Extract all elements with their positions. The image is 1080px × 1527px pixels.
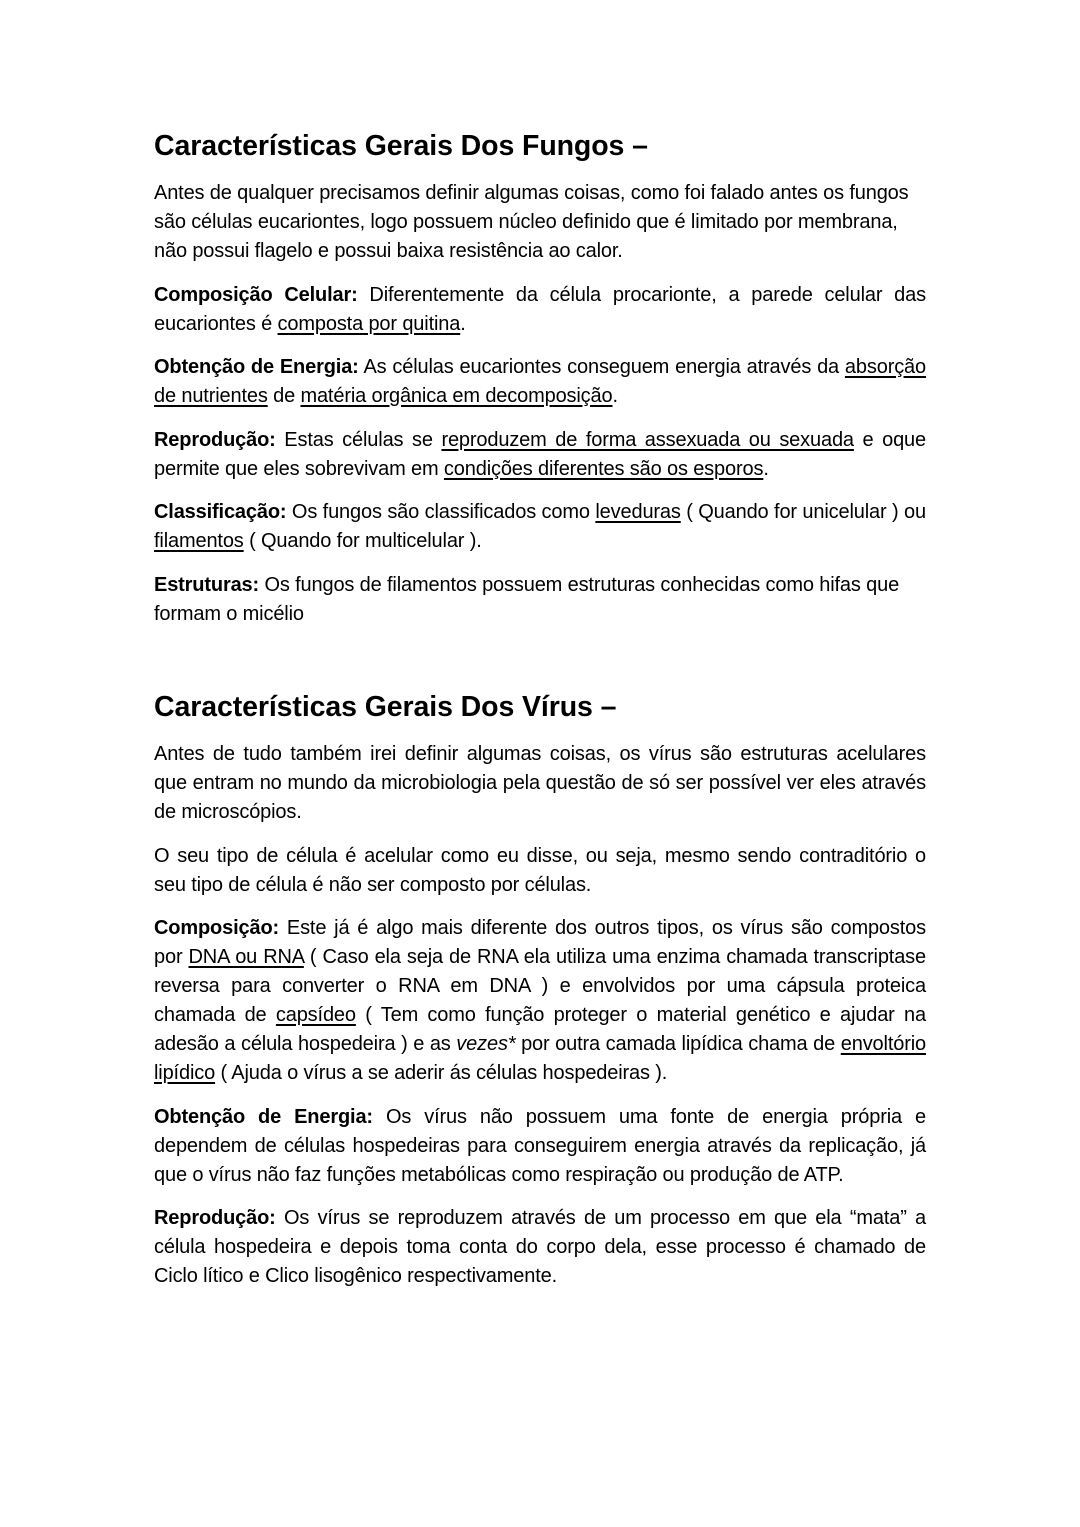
underlined-term: reproduzem de forma assexuada ou sexuada xyxy=(441,428,854,451)
underlined-term: envoltório lipídico xyxy=(154,1033,926,1084)
paragraph-virus-tipo-celula xyxy=(154,842,926,900)
body-text: Este já é algo mais diferente dos outros tipos, os vírus são compostos por xyxy=(154,917,926,968)
body-text: Antes de tudo também irei definir algumas coisas, os vírus são estruturas acelulares que entram no mundo da microbiologia pela questão de só ser possível ver eles através de microscópios. xyxy=(154,743,926,823)
section-virus xyxy=(154,688,926,1306)
field-label: Reprodução: xyxy=(154,1207,276,1229)
body-text: O seu tipo de célula é acelular como eu disse, ou seja, mesmo sendo contraditório o seu tipo de célula é não ser composto por células. xyxy=(154,844,926,896)
underlined-term: capsídeo xyxy=(275,1004,356,1026)
body-text: ( Quando for multicelular ). xyxy=(243,530,482,552)
paragraph-virus-reproducao xyxy=(154,1204,926,1291)
paragraph-virus-composicao xyxy=(154,914,926,1088)
field-label: Classificação: xyxy=(154,501,287,523)
paragraph-fungos-composicao-celular xyxy=(154,281,926,339)
field-label: Estruturas: xyxy=(154,573,260,596)
body-text: ( Tem como função proteger o material genético e ajudar na adesão a célula hospedeira ) e as xyxy=(154,1004,926,1055)
underlined-term: matéria orgânica em decomposição xyxy=(300,385,613,407)
body-text: Diferentemente da célula procarionte, a parede celular das eucariontes é xyxy=(154,283,926,335)
underlined-term: condições diferentes são os esporos xyxy=(443,457,764,480)
underlined-term: absorção de nutrientes xyxy=(154,356,926,407)
body-text: e oque permite que eles sobrevivam em xyxy=(154,428,926,480)
paragraph-fungos-classificacao xyxy=(154,498,926,556)
section-heading-virus: Características Gerais Dos Vírus – xyxy=(154,691,617,723)
body-text: Antes de qualquer precisamos definir algumas coisas, como foi falado antes os fungos são células eucariontes, logo possuem núcleo definido que é limitado por membrana, não possui flagelo e possui baixa resistência ao calor. xyxy=(154,182,909,262)
body-text: Os vírus não possuem uma fonte de energia própria e dependem de células hospedeiras para conseguirem energia através da replicação, já que o vírus não faz funções metabólicas como respiração ou produção de ATP. xyxy=(154,1105,926,1186)
paragraph-fungos-intro xyxy=(154,179,926,266)
paragraph-fungos-obtencao-energia xyxy=(154,353,926,411)
section-heading-fungos: Características Gerais Dos Fungos – xyxy=(154,130,648,162)
underlined-term: DNA ou RNA xyxy=(188,946,304,968)
paragraph-fungos-estruturas xyxy=(154,571,926,629)
underlined-term: composta por quitina xyxy=(277,312,461,335)
body-text: ( Quando for unicelular ) ou xyxy=(680,501,926,523)
body-text: As células eucariontes conseguem energia através da xyxy=(358,356,845,378)
body-text: ( Ajuda o vírus a se aderir ás células hospedeiras ). xyxy=(215,1062,668,1084)
field-label: Composição: xyxy=(154,917,280,939)
section-fungos xyxy=(154,127,926,643)
body-text: por outra camada lipídica chama de xyxy=(515,1033,841,1055)
body-text: . xyxy=(612,385,618,407)
underlined-term: leveduras xyxy=(595,501,681,523)
field-label: Reprodução: xyxy=(154,428,276,451)
field-label: Obtenção de Energia: xyxy=(154,1105,373,1128)
body-text: Estas células se xyxy=(275,428,442,451)
field-label: Composição Celular: xyxy=(154,283,358,306)
body-text: . xyxy=(763,457,769,480)
body-text: ( Caso ela seja de RNA ela utiliza uma enzima chamada transcriptase reversa para converter o RNA em DNA ) e envolvidos por uma cápsula proteica chamada de xyxy=(154,946,926,1026)
field-label: Obtenção de Energia: xyxy=(154,356,359,378)
body-text: Os fungos são classificados como xyxy=(286,501,596,523)
body-text: . xyxy=(460,312,466,335)
paragraph-fungos-reproducao xyxy=(154,426,926,484)
body-text: Os fungos de filamentos possuem estruturas conhecidas como hifas que formam o micélio xyxy=(154,573,900,625)
emphasis-text: vezes* xyxy=(456,1033,516,1055)
body-text: de xyxy=(267,385,301,407)
paragraph-virus-intro xyxy=(154,740,926,827)
body-text: Os vírus se reproduzem através de um processo em que ela “mata” a célula hospedeira e depois toma conta do corpo dela, esse processo é chamado de Ciclo lítico e Clico lisogênico respectivamente. xyxy=(154,1207,926,1287)
paragraph-virus-obtencao-energia xyxy=(154,1103,926,1190)
underlined-term: filamentos xyxy=(154,530,244,552)
